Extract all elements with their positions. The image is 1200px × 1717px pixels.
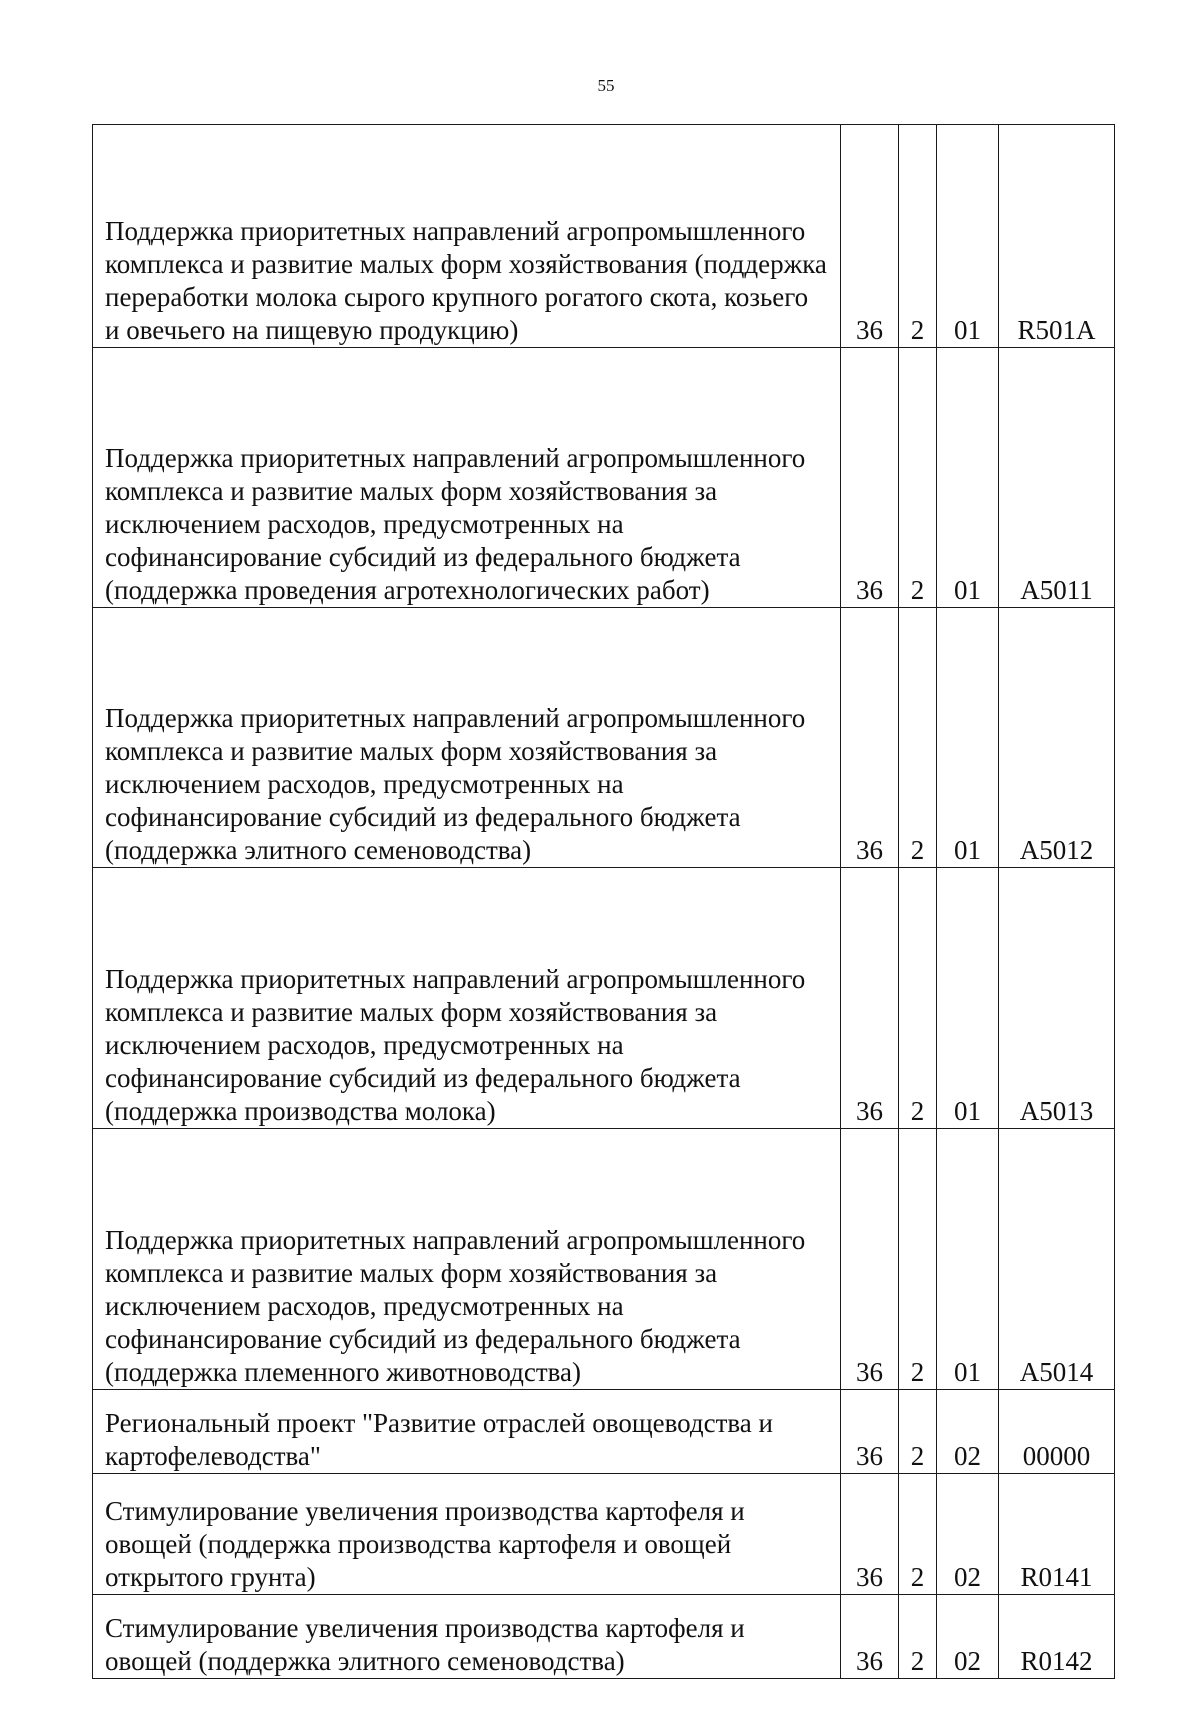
- row-description: Региональный проект "Развитие отраслей овощеводства и картофелеводства": [93, 1390, 841, 1474]
- code-subprogram: 2: [899, 868, 937, 1129]
- table-row: [93, 1390, 1115, 1474]
- code-event: 02: [937, 1474, 999, 1595]
- code-event: 02: [937, 1390, 999, 1474]
- code-event: 02: [937, 1595, 999, 1679]
- table-row: [93, 1129, 1115, 1390]
- code-subprogram: 2: [899, 1595, 937, 1679]
- code-event: 01: [937, 868, 999, 1129]
- code-event: 01: [937, 608, 999, 868]
- table-row: [93, 1474, 1115, 1595]
- code-section: 36: [841, 1595, 899, 1679]
- table-row: [93, 1595, 1115, 1679]
- code-section: 36: [841, 1390, 899, 1474]
- code-event: 01: [937, 125, 999, 348]
- code-section: 36: [841, 348, 899, 608]
- code-section: 36: [841, 608, 899, 868]
- row-description: Поддержка приоритетных направлений агропромышленного комплекса и развитие малых форм хозяйствования (поддержка переработки молока сырого крупного рогатого скота, козьего и овечьего на пищевую продукцию): [93, 125, 841, 348]
- table-row: [93, 868, 1115, 1129]
- code-event: 01: [937, 348, 999, 608]
- code-direction: R0141: [999, 1474, 1115, 1595]
- table-row: [93, 608, 1115, 868]
- budget-classification-table: [92, 124, 1115, 1679]
- page-number: 55: [597, 76, 615, 95]
- code-direction: 00000: [999, 1390, 1115, 1474]
- code-section: 36: [841, 1129, 899, 1390]
- code-section: 36: [841, 125, 899, 348]
- table-row: [93, 348, 1115, 608]
- code-direction: A5014: [999, 1129, 1115, 1390]
- code-subprogram: 2: [899, 125, 937, 348]
- row-description: Стимулирование увеличения производства картофеля и овощей (поддержка производства картофеля и овощей открытого грунта): [93, 1474, 841, 1595]
- code-subprogram: 2: [899, 1390, 937, 1474]
- code-direction: R501A: [999, 125, 1115, 348]
- code-section: 36: [841, 1474, 899, 1595]
- row-description: Поддержка приоритетных направлений агропромышленного комплекса и развитие малых форм хозяйствования за исключением расходов, предусмотренных на софинансирование субсидий из федерального бюджета (поддержка производства молока): [93, 868, 841, 1129]
- code-direction: A5012: [999, 608, 1115, 868]
- code-direction: R0142: [999, 1595, 1115, 1679]
- code-subprogram: 2: [899, 1474, 937, 1595]
- code-direction: A5013: [999, 868, 1115, 1129]
- code-subprogram: 2: [899, 1129, 937, 1390]
- code-subprogram: 2: [899, 608, 937, 868]
- row-description: Поддержка приоритетных направлений агропромышленного комплекса и развитие малых форм хозяйствования за исключением расходов, предусмотренных на софинансирование субсидий из федерального бюджета (поддержка племенного животноводства): [93, 1129, 841, 1390]
- row-description: Поддержка приоритетных направлений агропромышленного комплекса и развитие малых форм хозяйствования за исключением расходов, предусмотренных на софинансирование субсидий из федерального бюджета (поддержка проведения агротехнологических работ): [93, 348, 841, 608]
- code-section: 36: [841, 868, 899, 1129]
- code-subprogram: 2: [899, 348, 937, 608]
- code-event: 01: [937, 1129, 999, 1390]
- row-description: Стимулирование увеличения производства картофеля и овощей (поддержка элитного семеноводства): [93, 1595, 841, 1679]
- table-row: [93, 125, 1115, 348]
- code-direction: A5011: [999, 348, 1115, 608]
- row-description: Поддержка приоритетных направлений агропромышленного комплекса и развитие малых форм хозяйствования за исключением расходов, предусмотренных на софинансирование субсидий из федерального бюджета (поддержка элитного семеноводства): [93, 608, 841, 868]
